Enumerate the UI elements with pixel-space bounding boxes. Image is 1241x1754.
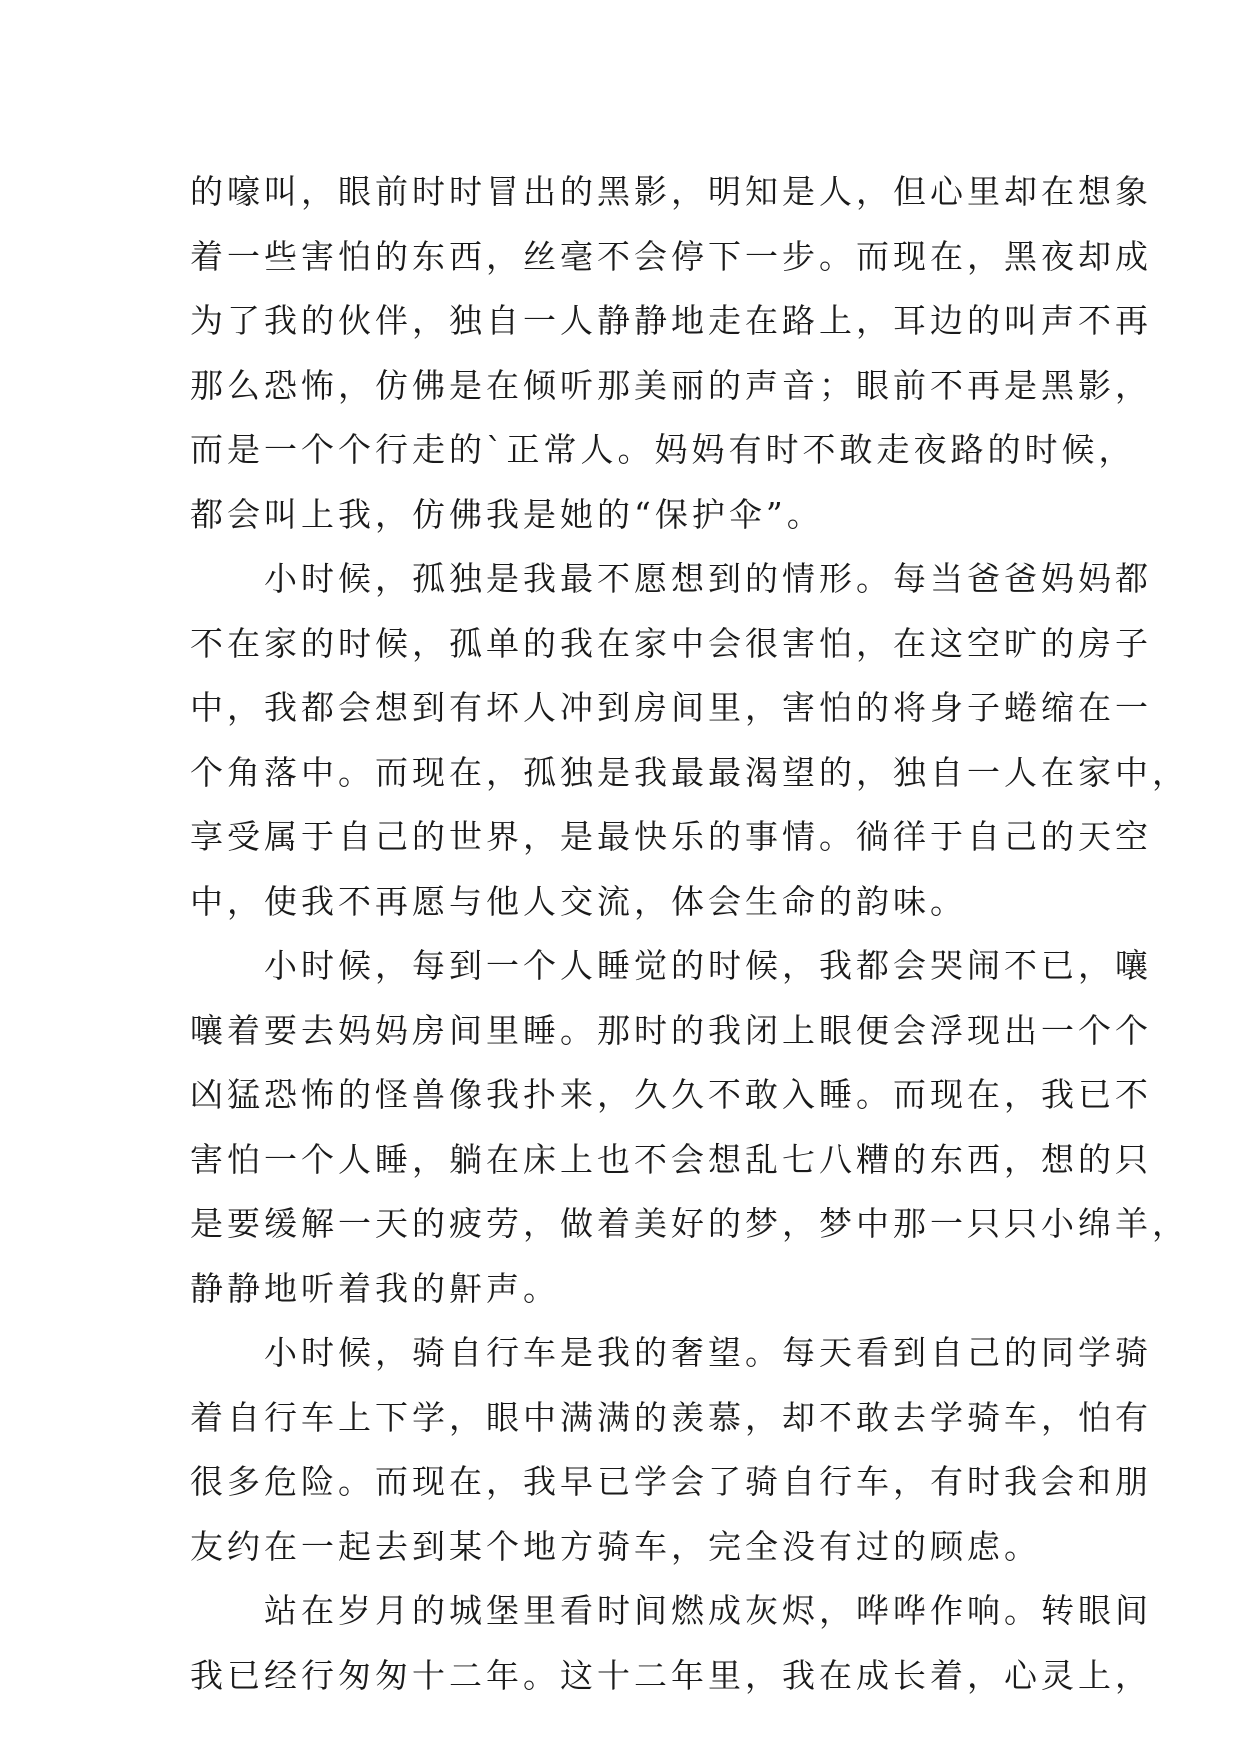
text-line: 为了我的伙伴，独自一人静静地走在路上，耳边的叫声不再 — [190, 301, 1152, 340]
text-line: 静静地听着我的鼾声。 — [190, 1268, 560, 1308]
text-line: 小时候，孤独是我最不愿想到的情形。每当爸爸妈妈都 — [190, 559, 1152, 598]
text-line: 着一些害怕的东西，丝毫不会停下一步。而现在，黑夜却成 — [190, 236, 1152, 276]
document-body — [190, 160, 1189, 1708]
text-line: 而是一个个行走的`正常人。妈妈有时不敢走夜路的时候， — [190, 430, 1136, 469]
text-line: 嚷着要去妈妈房间里睡。那时的我闭上眼便会浮现出一个个 — [190, 1010, 1152, 1050]
text-line: 小时候，每到一个人睡觉的时候，我都会哭闹不已，嚷 — [190, 946, 1152, 985]
text-line: 凶猛恐怖的怪兽像我扑来，久久不敢入睡。而现在，我已不 — [190, 1075, 1152, 1114]
text-line: 站在岁月的城堡里看时间燃成灰烬，哗哗作响。转眼间 — [190, 1591, 1152, 1630]
text-line: 都会叫上我，仿佛我是她的“保护伞”。 — [190, 494, 824, 534]
text-line: 是要缓解一天的疲劳，做着美好的梦，梦中那一只只小绵羊， — [190, 1204, 1189, 1243]
text-line: 着自行车上下学，眼中满满的羡慕，却不敢去学骑车，怕有 — [190, 1397, 1152, 1437]
text-line: 的嚎叫，眼前时时冒出的黑影，明知是人，但心里却在想象 — [190, 172, 1152, 211]
text-line: 我已经行匆匆十二年。这十二年里，我在成长着，心灵上， — [190, 1655, 1152, 1695]
text-line: 小时候，骑自行车是我的奢望。每天看到自己的同学骑 — [190, 1333, 1152, 1372]
text-line: 很多危险。而现在，我早已学会了骑自行车，有时我会和朋 — [190, 1462, 1152, 1501]
text-line: 那么恐怖，仿佛是在倾听那美丽的声音；眼前不再是黑影， — [190, 365, 1152, 405]
text-line: 中，我都会想到有坏人冲到房间里，害怕的将身子蜷缩在一 — [190, 688, 1152, 727]
text-line: 害怕一个人睡，躺在床上也不会想乱七八糟的东西，想的只 — [190, 1139, 1152, 1179]
text-line: 中，使我不再愿与他人交流，体会生命的韵味。 — [190, 881, 967, 921]
text-line: 个角落中。而现在，孤独是我最最渴望的，独自一人在家中， — [190, 752, 1189, 792]
text-line: 享受属于自己的世界，是最快乐的事情。徜徉于自己的天空 — [190, 817, 1152, 856]
text-line: 友约在一起去到某个地方骑车，完全没有过的顾虑。 — [190, 1526, 1041, 1566]
text-line: 不在家的时候，孤单的我在家中会很害怕，在这空旷的房子 — [190, 623, 1152, 663]
